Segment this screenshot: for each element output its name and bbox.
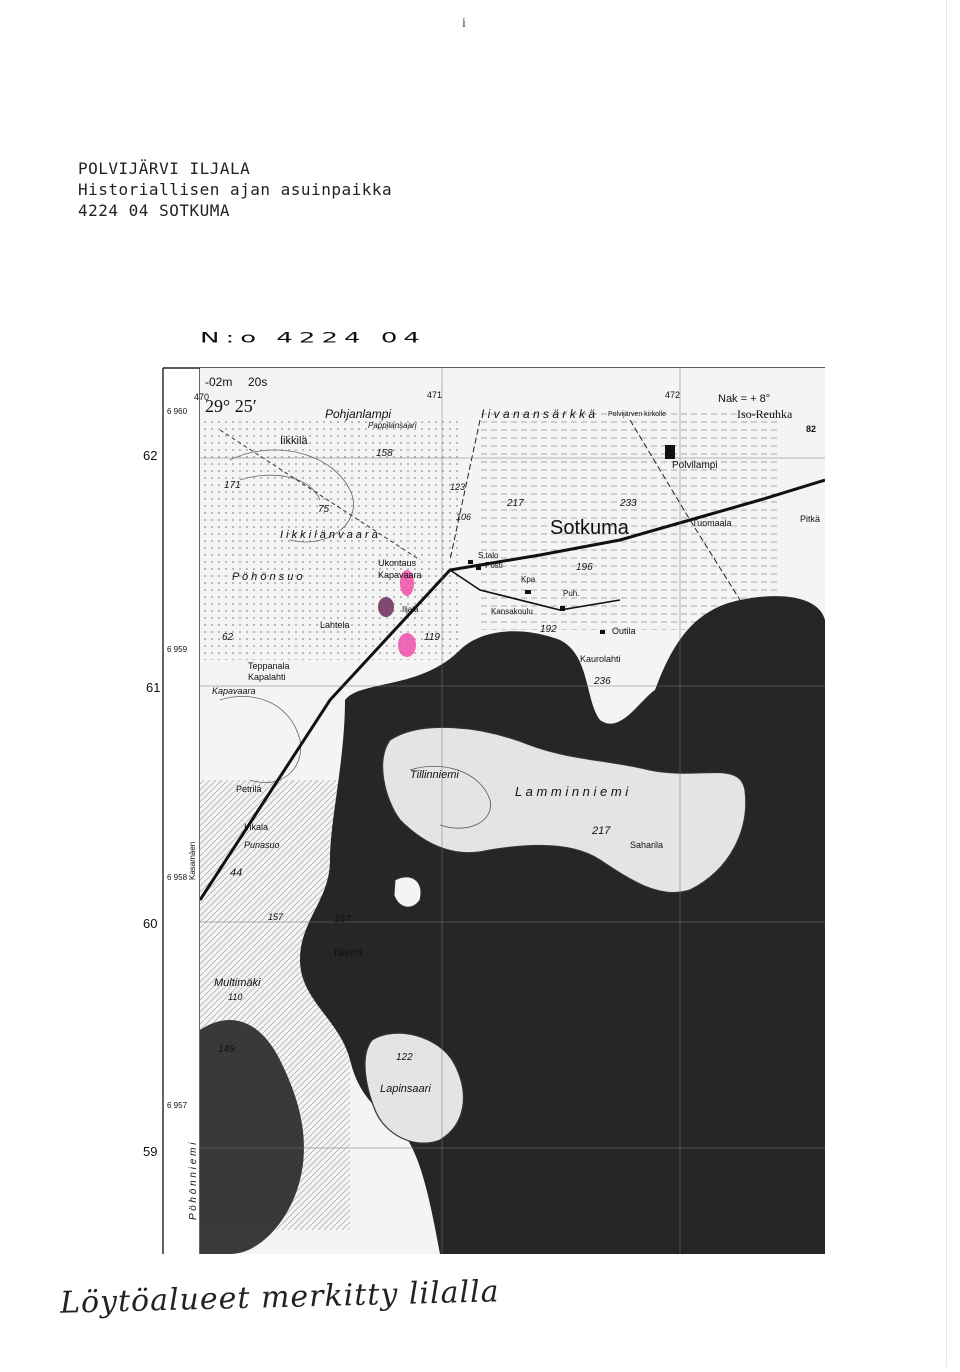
elevation-label: 157 bbox=[268, 912, 284, 922]
place-label: Posti bbox=[485, 561, 503, 570]
building bbox=[525, 590, 531, 594]
left-tick: 61 bbox=[146, 680, 161, 695]
place-label: Puh. bbox=[563, 589, 580, 598]
place-label: Kasamäen bbox=[188, 841, 197, 880]
find-area-marker bbox=[378, 597, 394, 617]
place-label: I i k k i l ä n v a a r a bbox=[280, 529, 378, 541]
place-label: Inkala bbox=[244, 822, 269, 832]
map-sheet-number: N:o 4224 04 bbox=[200, 330, 426, 347]
place-label: Teppanala bbox=[248, 661, 290, 671]
place-label: Petrilä bbox=[236, 784, 262, 794]
left-tick: 60 bbox=[143, 916, 158, 931]
building bbox=[665, 445, 675, 459]
place-label: Kapavaara bbox=[378, 570, 422, 580]
place-label: Polvilampi bbox=[672, 460, 718, 471]
place-label: Kaurolahti bbox=[580, 654, 621, 664]
elevation-label: 171 bbox=[224, 480, 241, 491]
elevation-label: 196 bbox=[576, 562, 593, 573]
small-island bbox=[394, 877, 421, 907]
place-label: Niemi bbox=[334, 947, 363, 959]
place-label: Iikkilä bbox=[280, 435, 308, 447]
handwritten-note: Löytöalueet merkitty lilalla bbox=[59, 1274, 500, 1321]
corner-northing: 6 960 bbox=[167, 407, 188, 416]
place-label: Kpa bbox=[521, 575, 536, 584]
place-label: I i v a n a n s ä r k k ä bbox=[481, 407, 596, 421]
place-label: Lahtela bbox=[320, 620, 350, 630]
place-label: Tuomaala bbox=[692, 518, 732, 528]
elevation-label: 119 bbox=[424, 632, 440, 643]
place-label: Ukontaus bbox=[378, 558, 417, 568]
place-label: S.talo bbox=[478, 551, 499, 560]
elevation-label: 149 bbox=[218, 1044, 235, 1055]
place-label: Sotkuma bbox=[550, 517, 629, 539]
building bbox=[468, 560, 473, 564]
header-site-type: Historiallisen ajan asuinpaikka bbox=[78, 180, 393, 199]
elevation-label: 75 bbox=[318, 504, 330, 515]
left-tick: 6 958 bbox=[167, 873, 188, 882]
place-label: Polvijärven kirkolle bbox=[608, 411, 666, 418]
corner-easting: 470 bbox=[194, 392, 210, 402]
left-tick: 6 959 bbox=[167, 645, 188, 654]
elevation-label: 217 bbox=[592, 825, 611, 837]
place-label: Punasuo bbox=[244, 840, 280, 850]
left-tick: 59 bbox=[143, 1144, 158, 1159]
place-label: P ö h ö n s u o bbox=[232, 571, 303, 583]
place-label: Kansakoulu bbox=[491, 607, 533, 616]
place-label: Saharila bbox=[630, 840, 664, 850]
left-tick: 62 bbox=[143, 448, 158, 463]
building bbox=[476, 566, 481, 570]
elevation-label: 62 bbox=[222, 632, 234, 643]
scan-mark: i bbox=[462, 16, 466, 31]
elevation-label: 123 bbox=[450, 482, 466, 492]
declination-label: Nak = + 8° bbox=[718, 393, 771, 405]
place-label: Tillinniemi bbox=[410, 769, 459, 781]
place-label: Pohjanlampi bbox=[325, 407, 392, 421]
place-label: Lapinsaari bbox=[380, 1083, 431, 1095]
elevation-label: 236 bbox=[594, 676, 611, 687]
corner-offset: -02m bbox=[205, 375, 233, 389]
find-area-marker bbox=[398, 633, 416, 657]
place-label: Kapavaara bbox=[212, 686, 256, 696]
place-label: Pitkä bbox=[800, 514, 821, 524]
corner-degrees: 29° 25′ bbox=[205, 396, 257, 416]
elevation-label: 233 bbox=[620, 498, 637, 509]
place-label: Outila bbox=[612, 626, 636, 636]
place-label: Multimäki bbox=[214, 977, 261, 989]
elevation-label: 122 bbox=[396, 1052, 413, 1063]
elevation-label: 82 bbox=[806, 424, 817, 434]
elevation-label: 157 bbox=[334, 914, 351, 925]
building bbox=[600, 630, 605, 634]
place-label: P ö h ö n n i e m i bbox=[188, 1142, 199, 1220]
elevation-label: 110 bbox=[228, 992, 243, 1002]
place-label: Kapalahti bbox=[248, 672, 286, 682]
header-municipality-site: POLVIJÄRVI ILJALA bbox=[78, 159, 251, 178]
elevation-label: 158 bbox=[376, 448, 393, 459]
elevation-label: 106 bbox=[456, 512, 472, 522]
elevation-label: 44 bbox=[230, 867, 243, 879]
place-label: L a m m i n n i e m i bbox=[515, 784, 629, 799]
building bbox=[560, 606, 565, 611]
elevation-label: 217 bbox=[507, 498, 524, 509]
place-label: Iljala bbox=[402, 605, 419, 614]
top-tick-471: 471 bbox=[427, 390, 443, 400]
top-tick-472: 472 bbox=[665, 390, 681, 400]
place-label: Pappilansaari bbox=[368, 421, 417, 430]
left-tick: 6 957 bbox=[167, 1101, 188, 1110]
place-label: Iso-Reuhka bbox=[737, 407, 793, 421]
marsh-texture bbox=[480, 410, 780, 630]
header-map-sheet: 4224 04 SOTKUMA bbox=[78, 201, 230, 220]
elevation-label: 192 bbox=[540, 624, 557, 635]
corner-seconds: 20s bbox=[248, 375, 268, 389]
